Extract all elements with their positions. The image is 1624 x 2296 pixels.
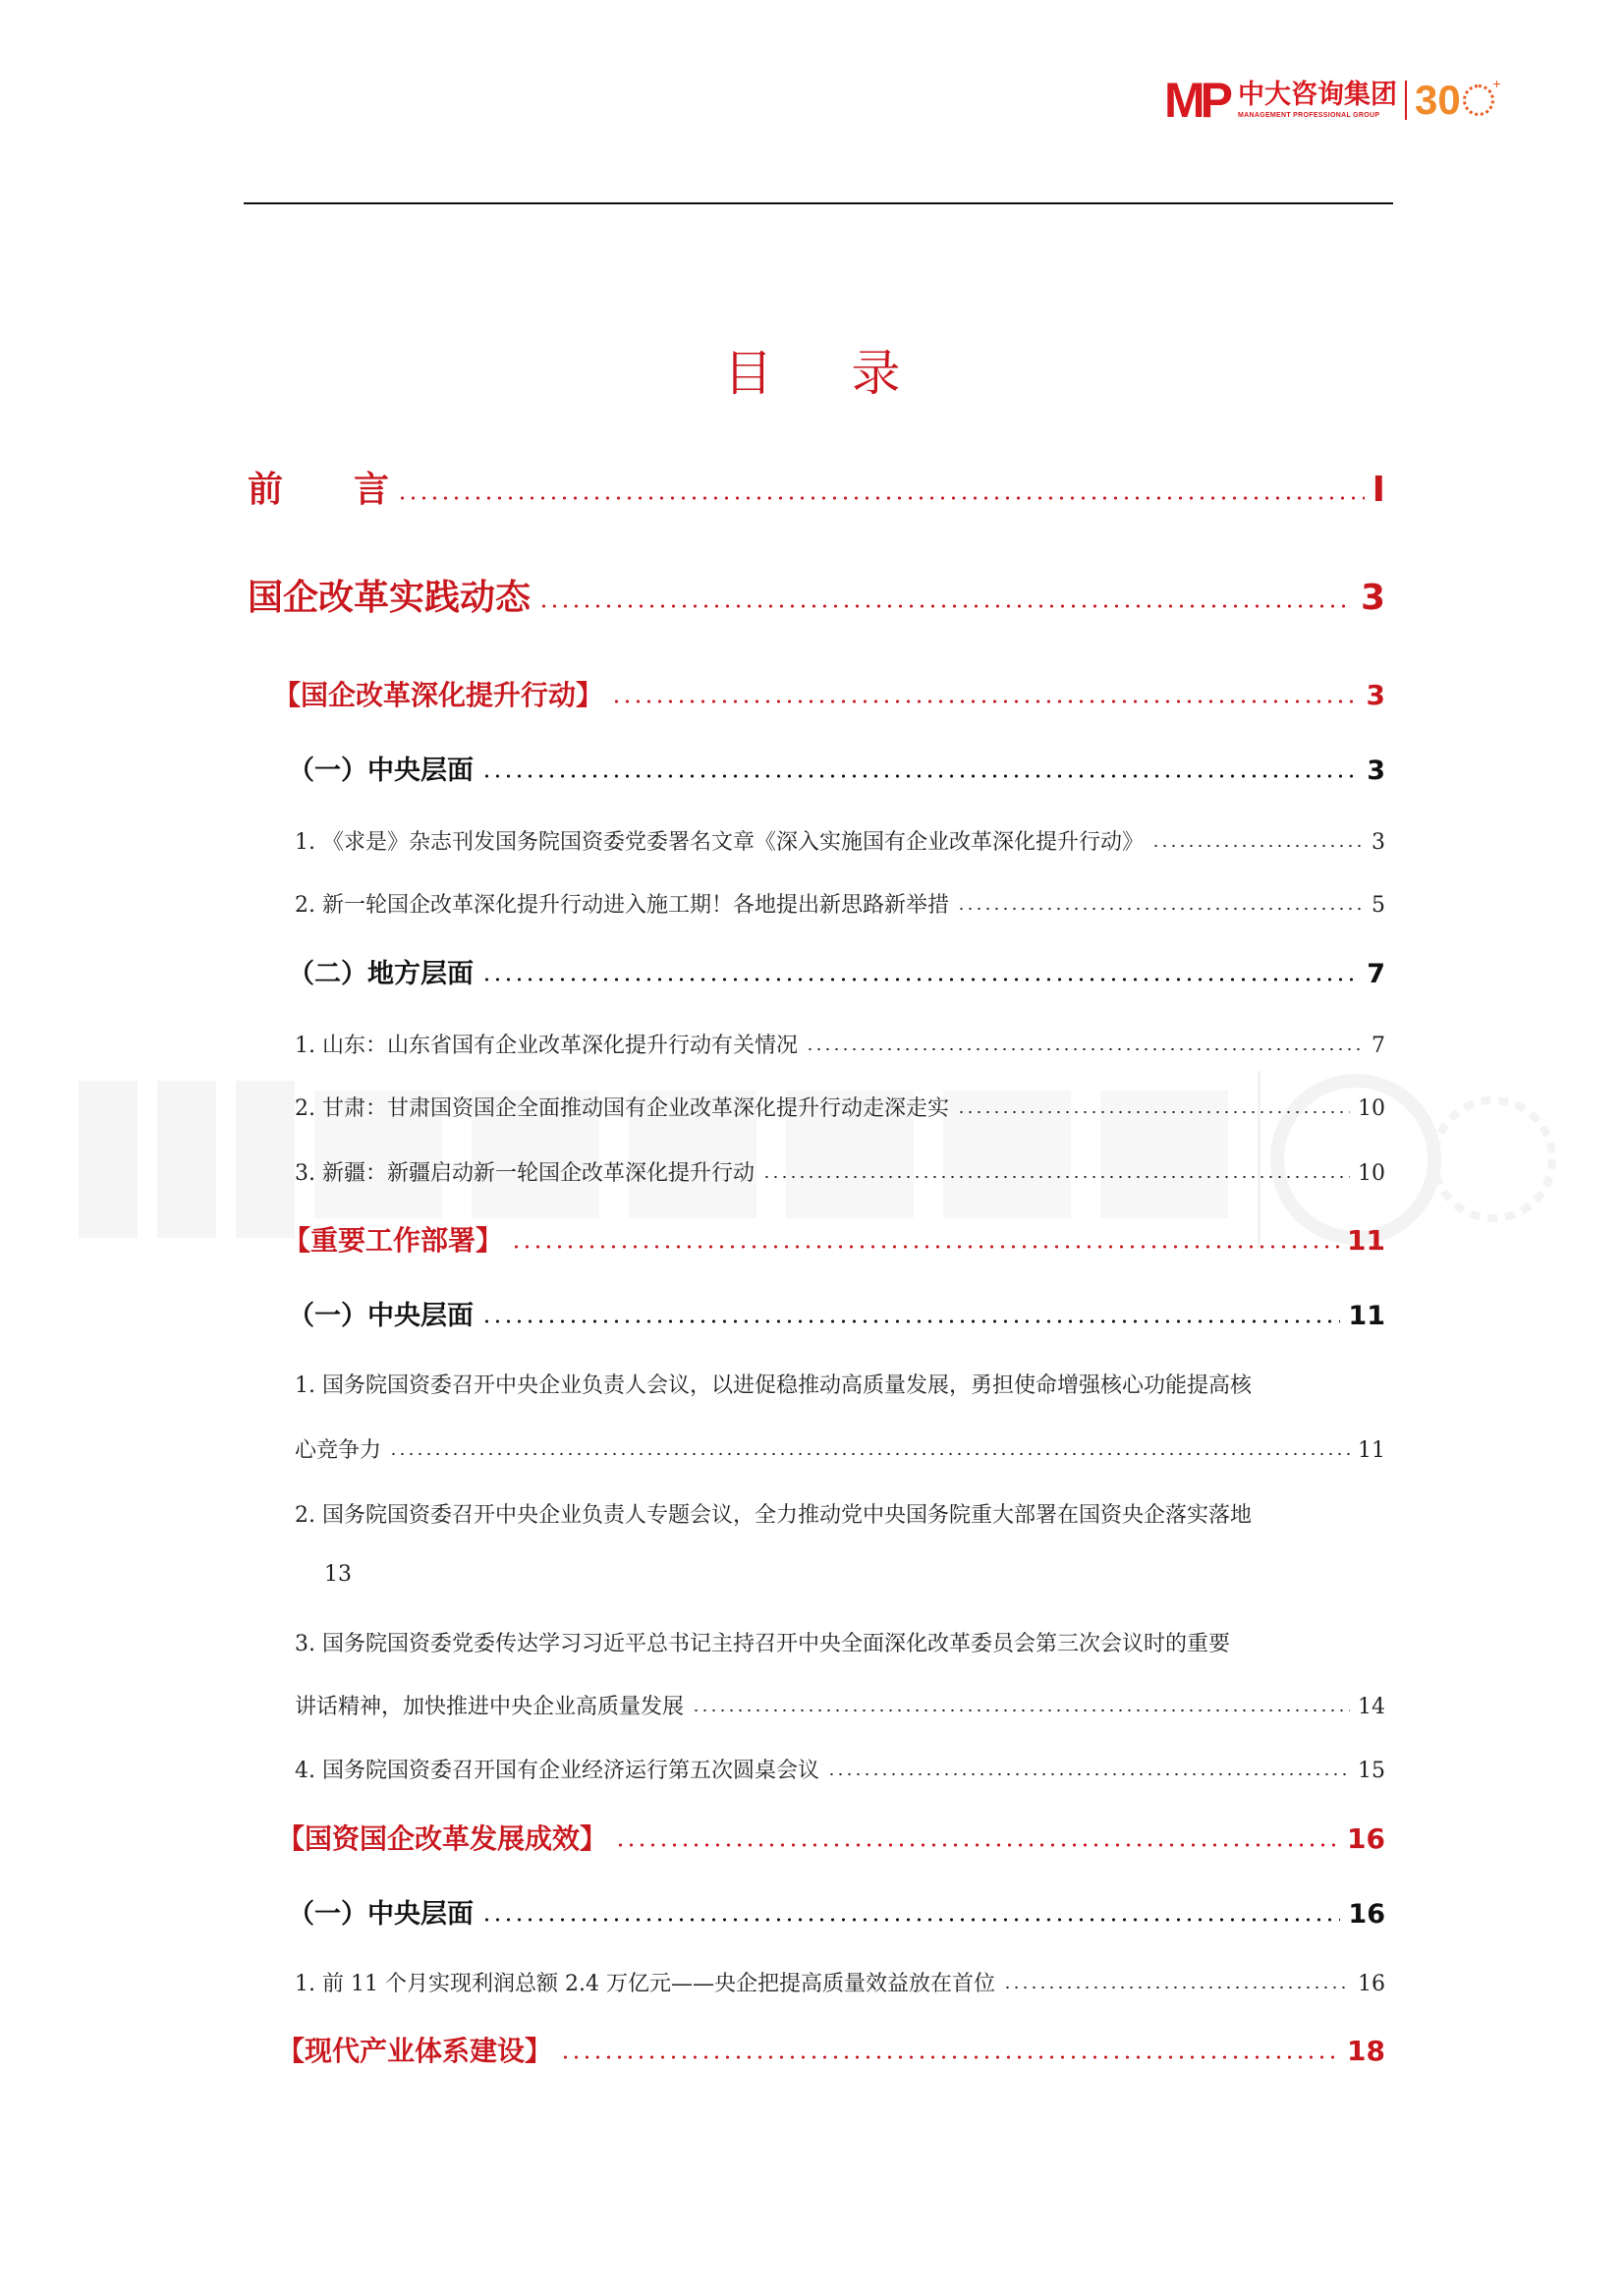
logo-name-cn: 中大咨询集团 xyxy=(1238,80,1397,110)
dot-leader xyxy=(957,906,1364,912)
dot-leader xyxy=(389,1451,1350,1457)
toc-label: 1. 《求是》杂志刊发国务院国资委党委署名文章《深入实施国有企业改革深化提升行动》 xyxy=(295,830,1144,855)
dot-leader xyxy=(481,1318,1340,1324)
toc-page: 3 xyxy=(1372,830,1385,855)
dot-leader xyxy=(397,495,1365,501)
toc-label: 【国企改革深化提升行动】 xyxy=(273,679,604,711)
toc-label: （一）中央层面 xyxy=(288,1301,474,1331)
logo-divider xyxy=(1405,81,1407,120)
toc-label: （一）中央层面 xyxy=(288,756,474,786)
toc-label: （二）地方层面 xyxy=(288,959,474,989)
dot-leader xyxy=(538,603,1353,609)
toc-entry[interactable] xyxy=(295,1690,1385,1720)
toc-label: 1. 前 11 个月实现利润总额 2.4 万亿元——央企把提高质量效益放在首位 xyxy=(295,1972,995,1996)
toc-entry[interactable] xyxy=(288,749,1385,787)
toc-page: I xyxy=(1372,470,1385,510)
toc-page: 11 xyxy=(1348,1301,1385,1331)
toc-label: 2. 甘肃：甘肃国资国企全面推动国有企业改革深化提升行动走深走实 xyxy=(295,1096,949,1121)
toc-label: （一）中央层面 xyxy=(288,1899,474,1930)
dot-leader xyxy=(511,1244,1339,1250)
toc-label: 国企改革实践动态 xyxy=(248,578,532,618)
toc-entry[interactable] xyxy=(288,1294,1385,1332)
toc-entry[interactable] xyxy=(295,1433,1385,1464)
toc-page: 15 xyxy=(1358,1759,1385,1783)
dot-leader xyxy=(827,1771,1350,1777)
dot-leader xyxy=(481,977,1359,982)
toc-label: 3. 新疆：新疆启动新一轮国企改革深化提升行动 xyxy=(295,1161,755,1186)
toc-entry[interactable] xyxy=(295,1029,1385,1059)
toc-label: 【国资国企改革发展成效】 xyxy=(277,1822,608,1855)
toc-page: 11 xyxy=(1347,1224,1385,1257)
dot-leader xyxy=(615,1842,1339,1848)
toc-label: 1. 山东：山东省国有企业改革深化提升行动有关情况 xyxy=(295,1034,798,1058)
toc-label: 前 言 xyxy=(248,470,390,510)
toc-page: 7 xyxy=(1367,959,1385,989)
toc-entry[interactable] xyxy=(248,462,1385,512)
sun-icon xyxy=(1463,76,1501,116)
company-logo xyxy=(1164,73,1501,128)
dot-leader xyxy=(1151,843,1364,849)
toc-page: 16 xyxy=(1348,1899,1385,1930)
logo-mark: MP xyxy=(1164,73,1228,128)
toc-entry[interactable] xyxy=(248,570,1385,620)
toc-entry[interactable] xyxy=(295,1156,1385,1187)
toc-label-cont: 讲话精神，加快推进中央企业高质量发展 xyxy=(295,1695,685,1719)
dot-leader xyxy=(957,1109,1350,1115)
toc-entry[interactable] xyxy=(288,952,1385,990)
toc-page: 14 xyxy=(1358,1695,1385,1719)
toc-page: 11 xyxy=(1358,1438,1385,1463)
toc-label: 【重要工作部署】 xyxy=(283,1224,504,1257)
toc-entry[interactable] xyxy=(295,1967,1385,1997)
dot-leader xyxy=(806,1046,1364,1052)
logo-plus: + xyxy=(1492,76,1501,91)
toc-entry[interactable] xyxy=(295,825,1385,856)
logo-anniversary: 30 xyxy=(1415,77,1461,123)
toc-label: 4. 国务院国资委召开国有企业经济运行第五次圆桌会议 xyxy=(295,1759,819,1783)
toc-page: 16 xyxy=(1358,1972,1385,1996)
toc-page: 10 xyxy=(1358,1096,1385,1121)
toc-page[interactable]: 13 xyxy=(324,1562,352,1587)
toc-label[interactable]: 3. 国务院国资委党委传达学习习近平总书记主持召开中央全面深化改革委员会第三次会议时的重要 xyxy=(295,1632,1230,1656)
toc-entry[interactable] xyxy=(295,1092,1385,1122)
dot-leader xyxy=(560,2054,1339,2060)
toc-page: 10 xyxy=(1358,1161,1385,1186)
toc-entry[interactable] xyxy=(295,1754,1385,1784)
toc-label: 2. 新一轮国企改革深化提升行动进入施工期！各地提出新思路新举措 xyxy=(295,893,949,918)
logo-name-en: MANAGEMENT PROFESSIONAL GROUP xyxy=(1238,112,1380,119)
toc-label[interactable]: 1. 国务院国资委召开中央企业负责人会议，以进促稳推动高质量发展，勇担使命增强核心功能提高核 xyxy=(295,1373,1252,1398)
page-title: 目录 xyxy=(723,345,980,402)
toc-page: 7 xyxy=(1372,1034,1385,1058)
dot-leader xyxy=(762,1174,1350,1180)
toc-page: 3 xyxy=(1360,578,1385,618)
toc-entry[interactable] xyxy=(277,1818,1385,1857)
toc-entry[interactable] xyxy=(283,1219,1385,1259)
dot-leader xyxy=(481,773,1359,779)
dot-leader xyxy=(611,699,1359,704)
toc-page: 3 xyxy=(1366,679,1385,711)
toc-label[interactable]: 2. 国务院国资委召开中央企业负责人专题会议，全力推动党中央国务院重大部署在国资央企落实落地 xyxy=(295,1503,1252,1528)
toc-page: 16 xyxy=(1347,1822,1385,1855)
dot-leader xyxy=(481,1917,1340,1923)
header-rule xyxy=(244,202,1393,204)
toc-label-cont: 心竞争力 xyxy=(295,1438,382,1463)
dot-leader xyxy=(692,1708,1350,1713)
toc-entry[interactable] xyxy=(295,888,1385,919)
toc-entry[interactable] xyxy=(277,2030,1385,2069)
dot-leader xyxy=(1003,1985,1350,1990)
toc-label: 【现代产业体系建设】 xyxy=(277,2035,553,2067)
toc-page: 5 xyxy=(1372,893,1385,918)
toc-page: 3 xyxy=(1367,756,1385,786)
toc-entry[interactable] xyxy=(273,674,1385,713)
toc-page: 18 xyxy=(1347,2035,1385,2067)
toc-entry[interactable] xyxy=(288,1892,1385,1931)
